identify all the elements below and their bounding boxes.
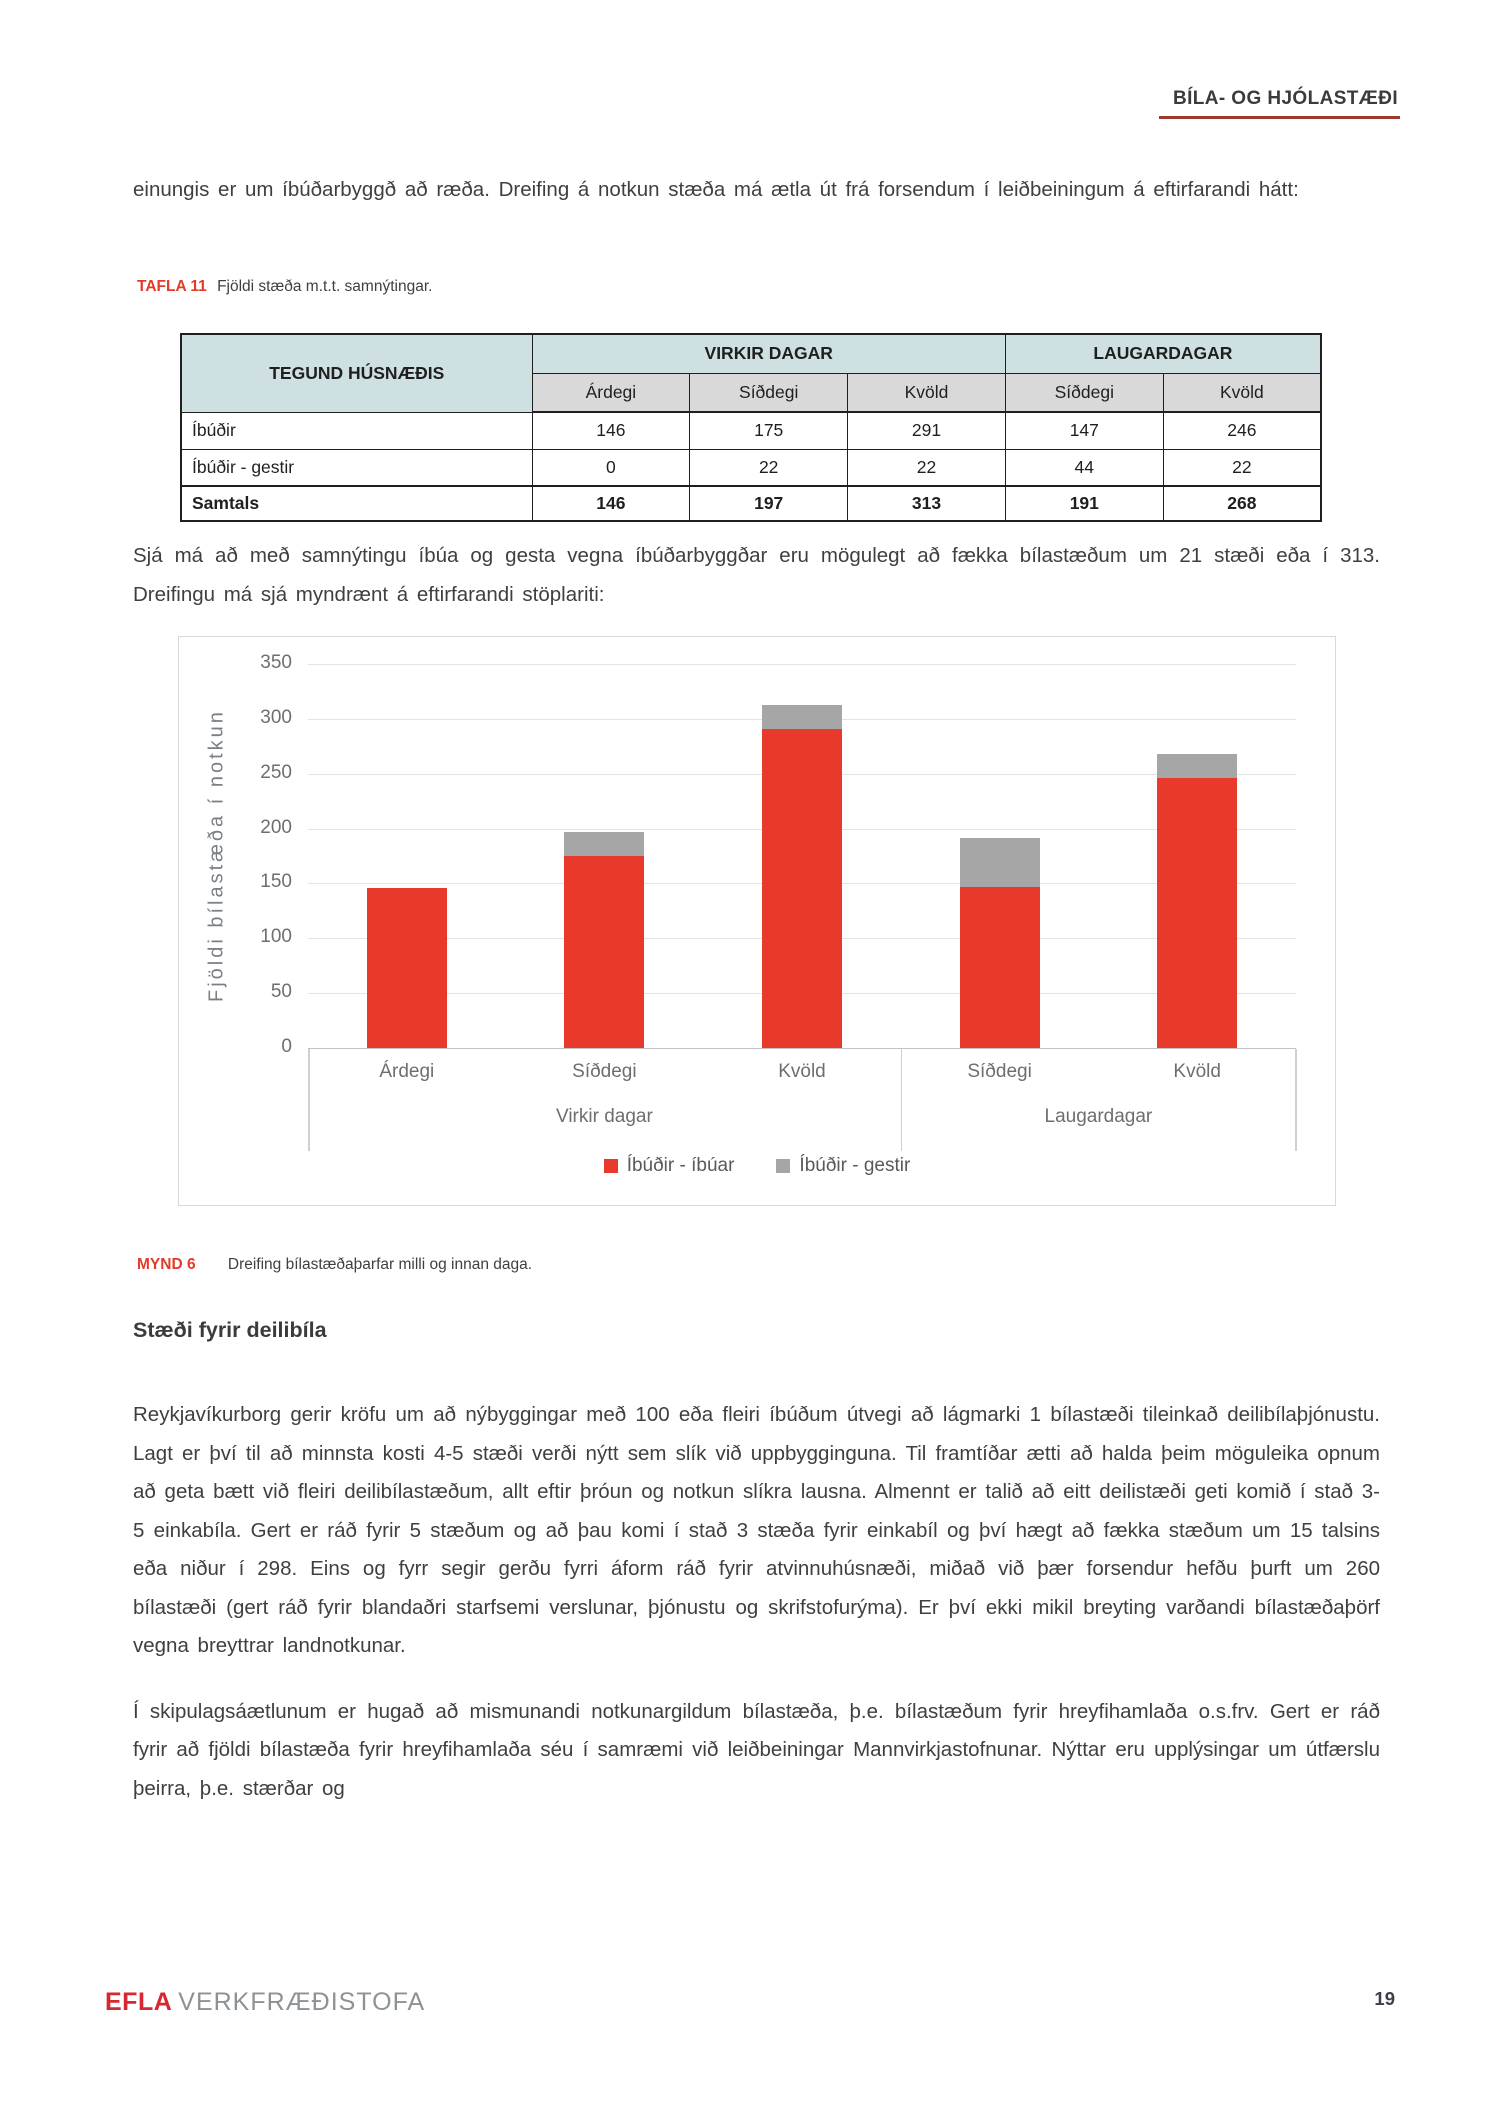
plot-area: [260, 652, 1296, 1057]
bar-segment: [1157, 754, 1237, 778]
bar-segment: [960, 887, 1040, 1048]
table-cell: 246: [1163, 412, 1321, 449]
intro-paragraph: einungis er um íbúðarbyggð að ræða. Dreifing á notkun stæða má ætla út frá forsendum í leiðbeiningum á eftirfarandi hátt:: [133, 178, 1299, 201]
table-cell: 291: [848, 412, 1006, 449]
table-cell: 0: [532, 449, 690, 486]
efla-logo-suffix: VERKFRÆÐISTOFA: [178, 1988, 426, 2016]
x-category-label: Síðdegi: [967, 1061, 1032, 1082]
table-cell: 44: [1005, 449, 1163, 486]
parking-table: [180, 333, 1322, 522]
axis-divider: [1295, 1049, 1297, 1151]
group-header-virkir: VIRKIR DAGAR: [532, 334, 1005, 373]
table-cell: 147: [1005, 412, 1163, 449]
x-category-label: Kvöld: [778, 1061, 826, 1082]
subheader-cell: Árdegi: [532, 373, 690, 412]
figure-caption-label: MYND 6: [137, 1256, 196, 1273]
y-tick-label: 200: [260, 816, 292, 838]
subheader-cell: Síðdegi: [690, 373, 848, 412]
bar-segment: [762, 729, 842, 1048]
mid-paragraph: Sjá má að með samnýtingu íbúa og gesta vegna íbúðarbyggðar eru mögulegt að fækka bílastæðum um 21 stæði eða í 313. Dreifingu má sjá myndrænt á eftirfarandi stöplariti:: [133, 544, 1380, 606]
x-group-label: Virkir dagar: [555, 1106, 653, 1127]
chart-legend: [179, 1155, 1335, 1177]
legend-swatch-icon: [604, 1159, 618, 1173]
running-header: BÍLA- OG HJÓLASTÆÐI: [1159, 88, 1400, 119]
table-cell: 191: [1005, 486, 1163, 521]
x-category-label: Síðdegi: [572, 1061, 637, 1082]
table-caption: [137, 278, 432, 296]
y-tick-label: 350: [260, 652, 292, 673]
figure-caption-text: Dreifing bílastæðaþarfar milli og innan daga.: [227, 1256, 533, 1273]
legend-item: Íbúðir - íbúar: [604, 1155, 735, 1177]
axis-divider: [308, 1049, 310, 1151]
table-cell: 313: [848, 486, 1006, 521]
legend-swatch-icon: [776, 1159, 790, 1173]
axis-divider: [901, 1049, 903, 1151]
table-cell: 22: [690, 449, 848, 486]
paragraph: Reykjavíkurborg gerir kröfu um að nýbyggingar með 100 eða fleiri íbúðum útvegi að lágmarki 1 bílastæði tileinkað deilibílaþjónustu. Lagt er því til að minnsta kosti 4-5 stæði verði nýtt sem slík við uppbygginguna. Til framtíðar ætti að halda þeim möguleika opnum að geta bætt við fleiri deilibílastæðum, allt eftir þróun og notkun slíkra lausna. Almennt er talið að eitt deilistæði geti komið í stað 3-5 einkabíla. Gert er ráð fyrir 5 stæðum og að þau komi í stað 3 stæða fyrir einkabíl og því hægt að fækka stæðum um 15 talsins eða niður í 298. Eins og fyrr segir gerðu fyrri áform ráð fyrir atvinnuhúsnæði, miðað við þær forsendur hefðu þurft um 260 bílastæði (gert ráð fyrir blandaðri starfsemi verslunar, þjónustu og skrifstofurýma). Er því ekki mikil breyting varðandi bílastæðaþörf vegna breyttrar landnotkunar.: [133, 1403, 1380, 1657]
table-header-row: [181, 334, 1321, 373]
y-tick-label: 250: [260, 761, 292, 783]
gridline: [308, 664, 1296, 665]
subheader-cell: Síðdegi: [1005, 373, 1163, 412]
table-cell: 22: [1163, 449, 1321, 486]
table-row: [181, 412, 1321, 449]
table-row: [181, 449, 1321, 486]
x-category-label: Árdegi: [379, 1061, 435, 1082]
bar-segment: [564, 856, 644, 1048]
x-category-label: Kvöld: [1173, 1061, 1221, 1082]
subheader-cell: Kvöld: [1163, 373, 1321, 412]
page-number: 19: [1374, 1988, 1395, 2009]
efla-logo: [105, 1988, 425, 2017]
table-cell: 268: [1163, 486, 1321, 521]
y-tick-label: 50: [270, 981, 292, 1003]
table-cell: 175: [690, 412, 848, 449]
bar-segment: [762, 705, 842, 729]
section-heading: Stæði fyrir deilibíla: [133, 1318, 327, 1342]
y-tick-label: 150: [260, 871, 292, 893]
paragraph: Í skipulagsáætlunum er hugað að mismunandi notkunargildum bílastæða, þ.e. bílastæðum fyrir hreyfihamlaða o.s.frv. Gert er ráð fyrir að fjöldi bílastæða fyrir hreyfihamlaða séu í samræmi við leiðbeiningar Mannvirkjastofnunar. Nýttar eru upplýsingar um útfærslu þeirra, þ.e. stærðar og: [133, 1699, 1380, 1800]
table-cell: 197: [690, 486, 848, 521]
row-label: Samtals: [181, 486, 532, 521]
figure-caption: [137, 1256, 532, 1274]
y-tick-label: 300: [260, 706, 292, 728]
y-tick-label: 0: [281, 1036, 292, 1057]
table-cell: 22: [848, 449, 1006, 486]
subheader-cell: Kvöld: [848, 373, 1006, 412]
legend-item: Íbúðir - gestir: [776, 1155, 910, 1177]
efla-logo-text: EFLA: [105, 1988, 173, 2016]
table-caption-text: Fjöldi stæða m.t.t. samnýtingar.: [217, 278, 433, 295]
stacked-bar-chart: [178, 636, 1336, 1206]
column-header-tegund: TEGUND HÚSNÆÐIS: [181, 334, 532, 412]
x-group-label: Laugardagar: [1044, 1106, 1153, 1127]
table-cell: 146: [532, 486, 690, 521]
bar-segment: [960, 838, 1040, 886]
bar-segment: [1157, 778, 1237, 1048]
y-tick-label: 100: [260, 926, 292, 948]
group-header-laugardagar: LAUGARDAGAR: [1005, 334, 1321, 373]
y-axis-title: Fjöldi bílastæða í notkun: [205, 709, 228, 1003]
x-axis: [308, 1048, 1296, 1150]
table-total-row: [181, 486, 1321, 521]
section-body: [133, 1396, 1380, 1835]
bar-segment: [564, 832, 644, 856]
bar-segment: [367, 888, 447, 1048]
page-footer: [105, 1988, 1395, 2017]
row-label: Íbúðir: [181, 412, 532, 449]
table-caption-label: TAFLA 11: [137, 278, 207, 295]
row-label: Íbúðir - gestir: [181, 449, 532, 486]
table-cell: 146: [532, 412, 690, 449]
